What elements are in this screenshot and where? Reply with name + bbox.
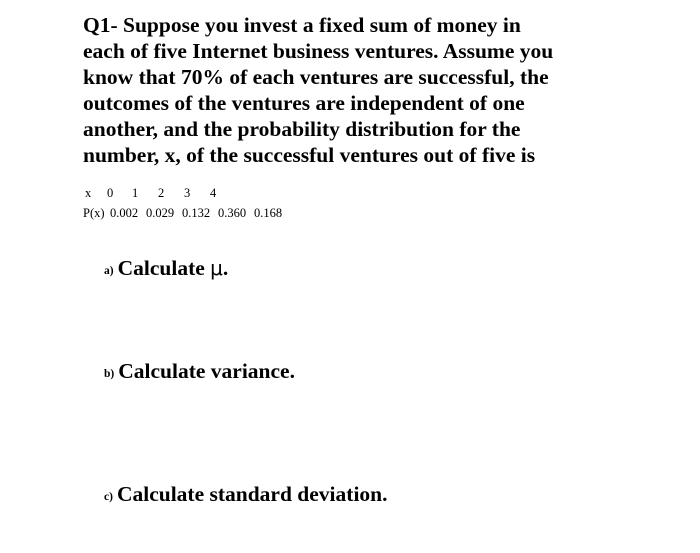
- question-line: number, x, of the successful ventures out of five is: [83, 143, 536, 167]
- part-a: [104, 256, 228, 281]
- p-label: P(x): [83, 206, 105, 220]
- x-label: x: [85, 186, 92, 200]
- x-value: 4: [210, 186, 217, 200]
- p-value: 0.132: [182, 206, 211, 220]
- p-value: 0.168: [254, 206, 283, 220]
- x-value: 0: [107, 186, 114, 200]
- part-a-text: Calculate: [117, 256, 211, 280]
- part-c: [104, 482, 388, 507]
- question-line: outcomes of the ventures are independent of one: [83, 91, 525, 115]
- question-text: [83, 12, 683, 168]
- part-c-text: Calculate standard deviation.: [116, 482, 388, 506]
- x-value: 3: [184, 186, 191, 200]
- question-line: Q1- Suppose you invest a fixed sum of money in: [83, 13, 521, 37]
- part-b: [104, 359, 295, 384]
- p-value: 0.360: [218, 206, 247, 220]
- part-a-end: .: [222, 256, 229, 280]
- part-a-label: a): [104, 265, 114, 277]
- part-b-label: b): [104, 368, 115, 380]
- part-c-label: c): [104, 491, 113, 503]
- question-line: know that 70% of each ventures are successful, the: [83, 65, 549, 89]
- x-value: 1: [132, 186, 139, 200]
- question-line: another, and the probability distribution for the: [83, 117, 521, 141]
- question-line: each of five Internet business ventures. Assume you: [83, 39, 554, 63]
- x-value: 2: [158, 186, 165, 200]
- part-b-text: Calculate variance.: [118, 359, 295, 383]
- p-value: 0.029: [146, 206, 175, 220]
- p-value: 0.002: [110, 206, 139, 220]
- mu-symbol: μ: [210, 256, 223, 280]
